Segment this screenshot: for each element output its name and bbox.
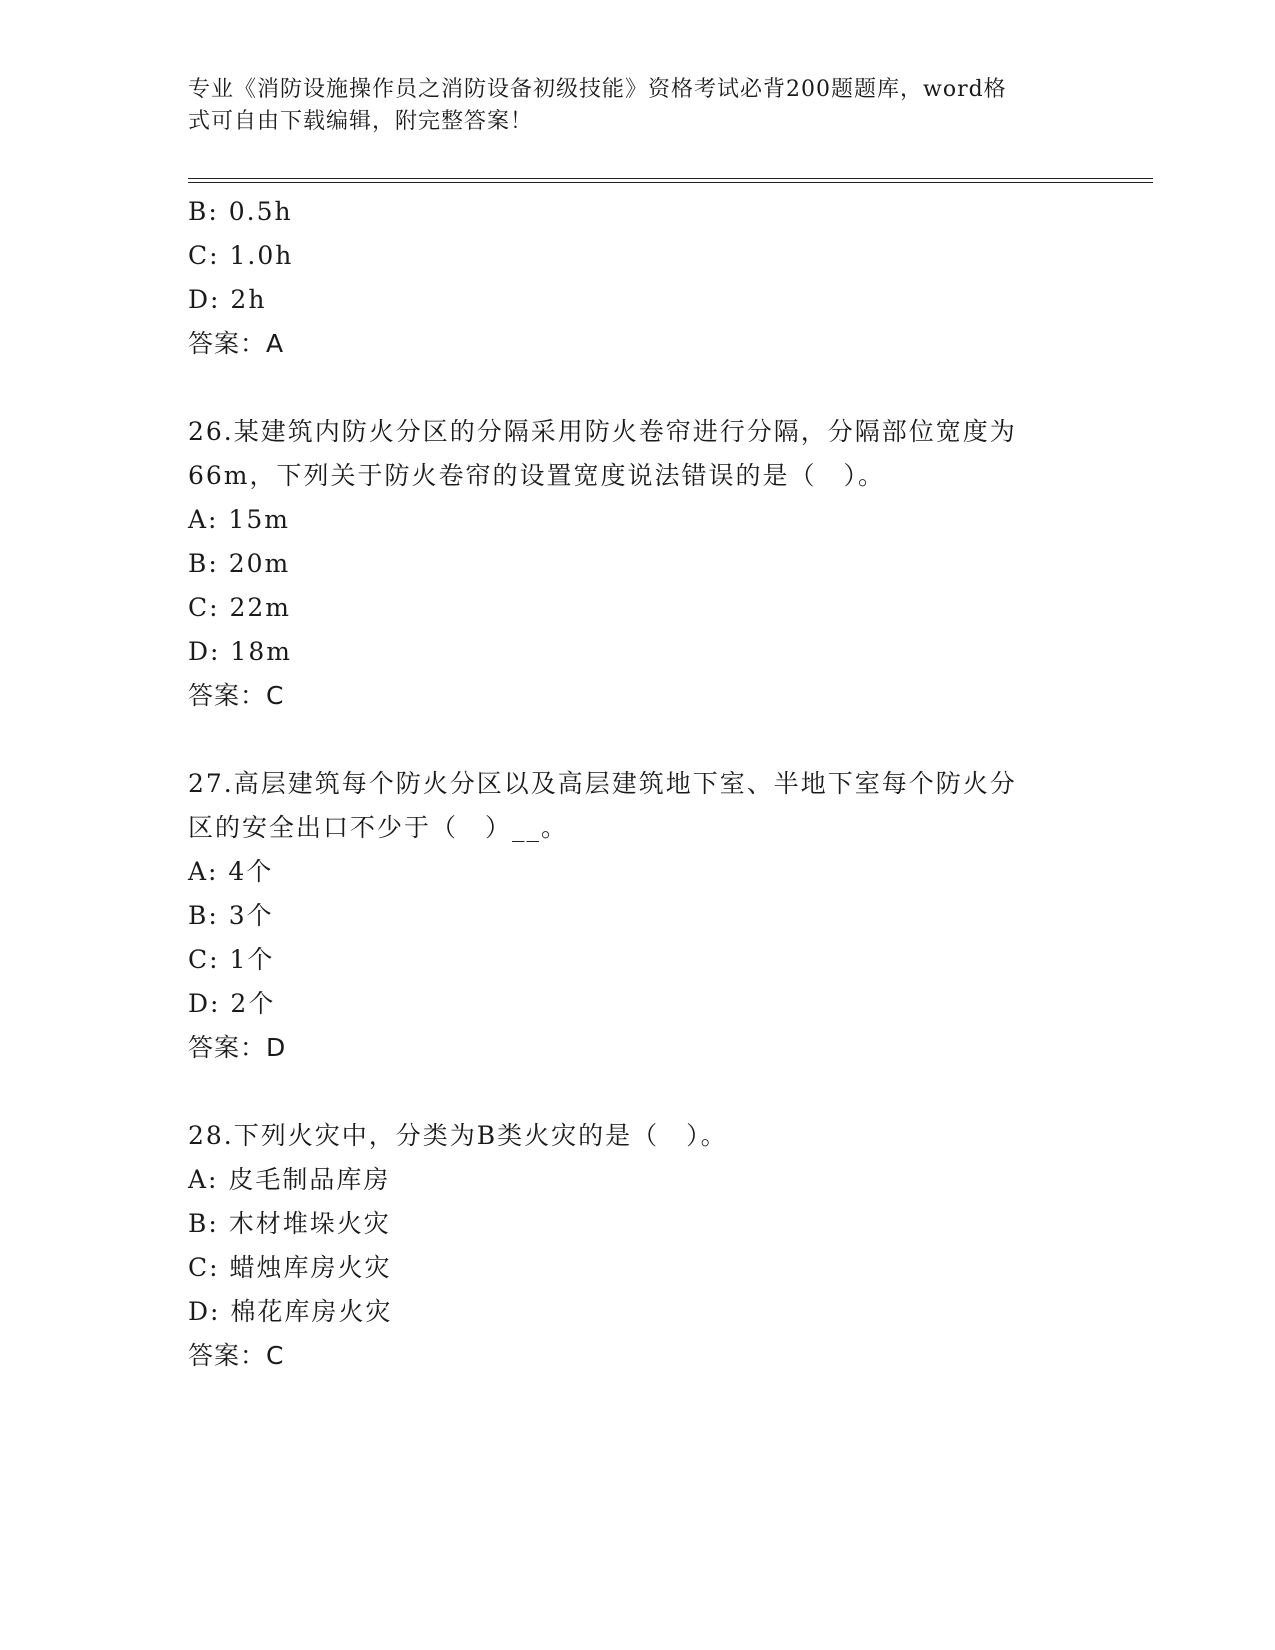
- q28-option-b: B: 木材堆垛火灾: [188, 1209, 391, 1238]
- q27-stem-line-2: 区的安全出口不少于（ ）__。: [188, 813, 569, 842]
- q26-option-a: A: 15m: [188, 505, 290, 534]
- document-header: [188, 74, 1068, 138]
- q27-answer: 答案：D: [188, 1033, 287, 1062]
- q27-option-c: C: 1个: [188, 945, 275, 974]
- q26-stem-line-1: 26.某建筑内防火分区的分隔采用防火卷帘进行分隔，分隔部位宽度为: [188, 417, 1017, 446]
- q27-option-d: D: 2个: [188, 989, 276, 1018]
- q26-option-b: B: 20m: [188, 549, 291, 578]
- q27-option-a: A: 4个: [188, 857, 274, 886]
- prev-option-c: C: 1.0h: [188, 241, 294, 270]
- q28-option-a: A: 皮毛制品库房: [188, 1165, 391, 1194]
- q26-answer: 答案：C: [188, 681, 285, 710]
- q28-stem-line-1: 28.下列火灾中，分类为B类火灾的是（ ）。: [188, 1121, 728, 1150]
- prev-answer: 答案：A: [188, 329, 285, 358]
- q26-stem-line-2: 66m，下列关于防火卷帘的设置宽度说法错误的是（ ）。: [188, 461, 886, 490]
- header-divider-top: [188, 178, 1153, 179]
- prev-option-d: D: 2h: [188, 285, 267, 314]
- q28-option-d: D: 棉花库房火灾: [188, 1297, 393, 1326]
- header-divider-bottom: [188, 182, 1153, 183]
- header-line-2: 式可自由下载编辑，附完整答案！: [188, 109, 534, 134]
- q27-stem-line-1: 27.高层建筑每个防火分区以及高层建筑地下室、半地下室每个防火分: [188, 769, 1017, 798]
- header-line-1: 专业《消防设施操作员之消防设备初级技能》资格考试必背200题题库，word格: [188, 77, 1007, 102]
- prev-option-b: B: 0.5h: [188, 197, 293, 226]
- q26-option-d: D: 18m: [188, 637, 292, 666]
- q27-option-b: B: 3个: [188, 901, 274, 930]
- q28-option-c: C: 蜡烛库房火灾: [188, 1253, 392, 1282]
- q26-option-c: C: 22m: [188, 593, 292, 622]
- q28-answer: 答案：C: [188, 1341, 285, 1370]
